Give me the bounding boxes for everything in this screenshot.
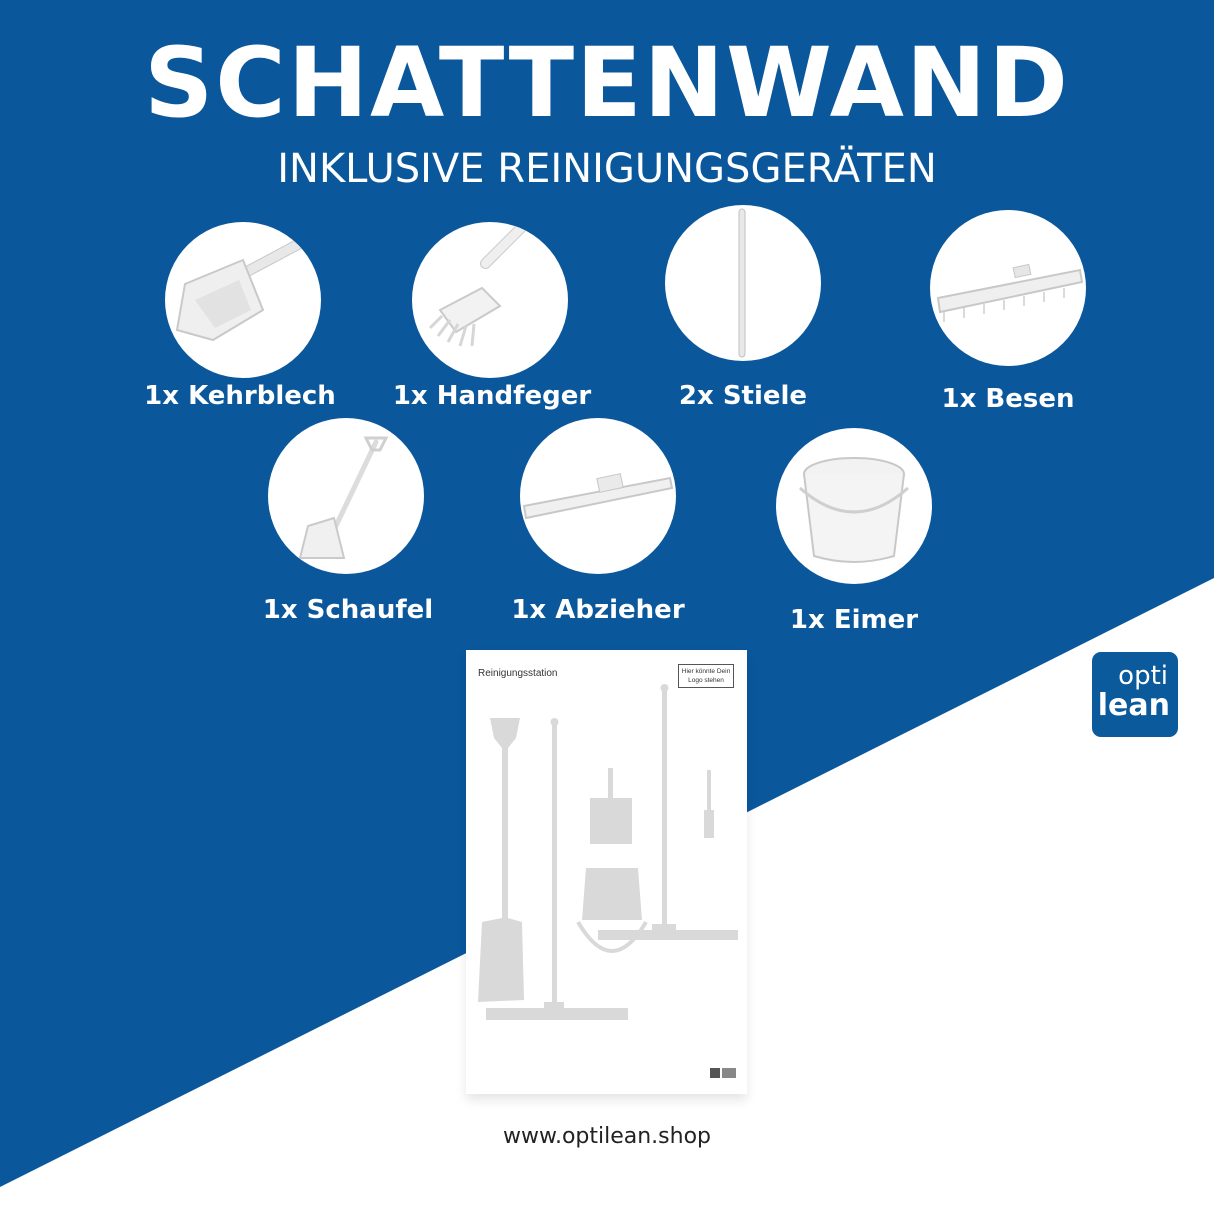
- item-circle-eimer: [776, 428, 932, 584]
- hand-brush-icon: [412, 222, 568, 378]
- item-label-kehrblech: 1x Kehrblech: [144, 381, 336, 411]
- item-circle-besen: [930, 210, 1086, 366]
- tool-shadows: [466, 650, 747, 1094]
- item-label-eimer: 1x Eimer: [789, 605, 919, 635]
- item-circle-schaufel: [268, 418, 424, 574]
- item-circle-abzieher: [520, 418, 676, 574]
- item-label-abzieher: 1x Abzieher: [511, 595, 685, 625]
- board-logo-placeholder: Hier könnte Dein Logo stehen: [678, 664, 734, 688]
- brand-logo-bottom: lean: [1097, 688, 1170, 723]
- squeegee-icon: [520, 418, 676, 574]
- handle-stick-icon: [665, 205, 821, 361]
- item-circle-kehrblech: [165, 222, 321, 378]
- item-circle-stiele: [665, 205, 821, 361]
- item-circle-handfeger: [412, 222, 568, 378]
- page-title: SCHATTENWAND: [144, 27, 1070, 139]
- item-label-handfeger: 1x Handfeger: [392, 381, 592, 411]
- shadow-board: [466, 650, 747, 1094]
- website-url[interactable]: www.optilean.shop: [502, 1124, 711, 1149]
- brand-logo-top: opti: [1118, 661, 1168, 691]
- brand-logo: [1092, 652, 1178, 737]
- page-subtitle: INKLUSIVE REINIGUNGSGERÄTEN: [277, 146, 937, 192]
- board-title: Reinigungsstation: [478, 668, 558, 679]
- bucket-icon: [776, 428, 932, 584]
- broom-head-icon: [930, 210, 1086, 366]
- shovel-icon: [268, 418, 424, 574]
- item-label-schaufel: 1x Schaufel: [262, 595, 434, 625]
- dustpan-icon: [165, 222, 321, 378]
- item-label-stiele: 2x Stiele: [678, 381, 808, 411]
- item-label-besen: 1x Besen: [941, 384, 1075, 414]
